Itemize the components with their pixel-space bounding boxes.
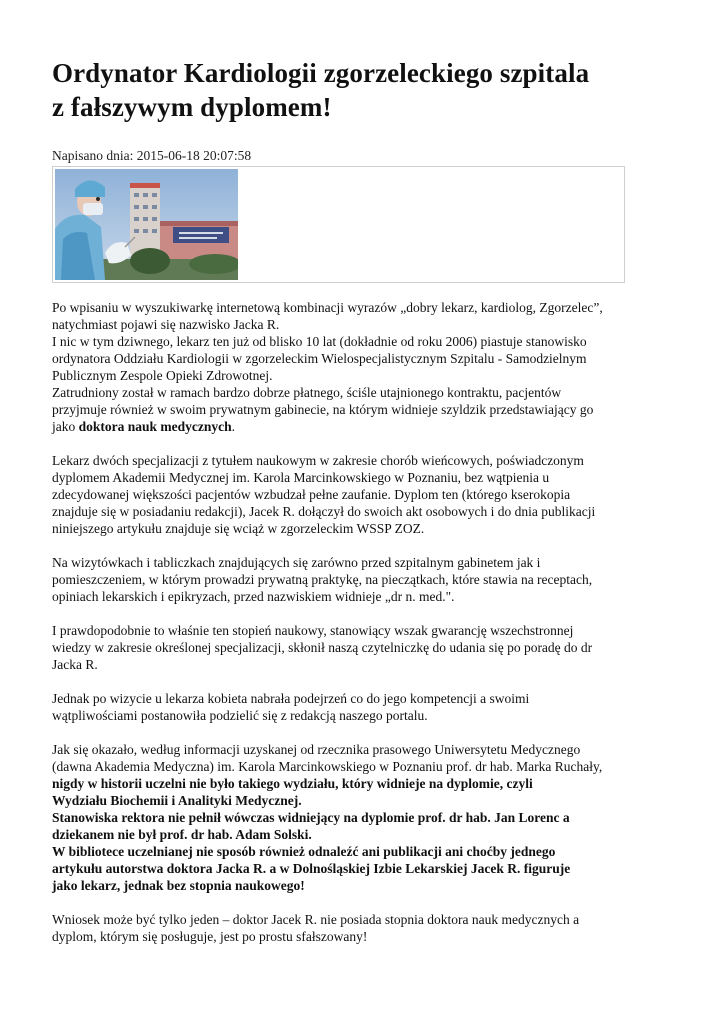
bold-line: nigdy w historii uczelni nie było takiego wydziału, który widnieje na dyplomie, czyli — [52, 776, 533, 791]
paragraph-2 — [52, 452, 677, 537]
text-line: Publicznym Zespole Opieki Zdrowotnej. — [52, 368, 273, 383]
text-line: ordynatora Oddziału Kardiologii w zgorzeleckim Wielospecjalistycznym Szpitalu - Samodzielnym — [52, 351, 587, 366]
text-line: niniejszego artykułu znajduje się wciąż w zgorzeleckim WSSP ZOZ. — [52, 521, 425, 536]
text-line: pomieszczeniem, w którym prowadzi prywatną praktykę, na pieczątkach, które stawia na receptach, — [52, 572, 593, 587]
text-line: dyplom, którym się posługuje, jest po prostu sfałszowany! — [52, 929, 368, 944]
text-line: opiniach lekarskich i epikryzach, przed nazwiskiem widnieje „dr n. med.". — [52, 589, 455, 604]
publish-date: Napisano dnia: 2015-06-18 20:07:58 — [52, 148, 252, 163]
article-body — [52, 299, 677, 945]
text-line: zdecydowanej większości pacjentów wzbudzał pełne zaufanie. Dyplom ten (którego kserokopia — [52, 487, 571, 502]
text-line: przyjmuje również w swoim prywatnym gabinecie, na którym widnieje szyldzik przedstawiający go — [52, 402, 594, 417]
text-line: Po wpisaniu w wyszukiwarkę internetową kombinacji wyrazów „dobry lekarz, kardiolog, Zgorzelec”, — [52, 300, 603, 315]
article-image-frame — [52, 166, 625, 283]
text-line: Lekarz dwóch specjalizacji z tytułem naukowym w zakresie chorób wieńcowych, poświadczonym — [52, 453, 584, 468]
article-title — [52, 56, 677, 124]
text-line: I prawdopodobnie to właśnie ten stopień naukowy, stanowiący wszak gwarancję wszechstronnej — [52, 623, 574, 638]
bold-line: Stanowiska rektora nie pełnił wówczas widniejący na dyplomie prof. dr hab. Jan Lorenc a — [52, 810, 570, 825]
text-line: znajduje się w posiadaniu redakcji), Jacek R. dołączył do swoich akt osobowych i do dnia publikacji — [52, 504, 596, 519]
text-line: Na wizytówkach i tabliczkach znajdujących się zarówno przed szpitalnym gabinetem jak i — [52, 555, 541, 570]
title-line-2: z fałszywym dyplomem! — [52, 92, 332, 122]
bold-line: jako lekarz, jednak bez stopnia naukowego! — [52, 878, 305, 893]
text-line: . — [231, 419, 236, 434]
title-line-1: Ordynator Kardiologii zgorzeleckiego szpitala — [52, 58, 590, 88]
text-line: Jak się okazało, według informacji uzyskanej od rzecznika prasowego Uniwersytetu Medycznego — [52, 742, 581, 757]
text-line: jako — [52, 419, 79, 434]
text-line: Jacka R. — [52, 657, 98, 672]
bold-line: dziekanem nie był prof. dr hab. Adam Solski. — [52, 827, 312, 842]
paragraph-3 — [52, 554, 677, 605]
text-line: I nic w tym dziwnego, lekarz ten już od blisko 10 lat (dokładnie od roku 2006) piastuje stanowisko — [52, 334, 587, 349]
paragraph-7 — [52, 911, 677, 945]
bold-line: Wydziału Biochemii i Analityki Medycznej. — [52, 793, 302, 808]
bold-line: artykułu autorstwa doktora Jacka R. a w Dolnośląskiej Izbie Lekarskiej Jacek R. figuruje — [52, 861, 571, 876]
article-photo — [55, 169, 238, 280]
text-line: Wniosek może być tylko jeden – doktor Jacek R. nie posiada stopnia doktora nauk medycznych a — [52, 912, 580, 927]
article — [52, 56, 677, 962]
text-line: Jednak po wizycie u lekarza kobieta nabrała podejrzeń co do jego kompetencji a swoimi — [52, 691, 530, 706]
bold-line: W bibliotece uczelnianej nie sposób również odnaleźć ani publikacji ani choćby jednego — [52, 844, 556, 859]
paragraph-1 — [52, 299, 677, 435]
text-line: (dawna Akademia Medyczna) im. Karola Marcinkowskiego w Poznaniu prof. dr hab. Marka Ruchały, — [52, 759, 603, 774]
paragraph-4 — [52, 622, 677, 673]
paragraph-5 — [52, 690, 677, 724]
text-line: dyplomem Akademii Medycznej im. Karola Marcinkowskiego w Poznaniu, bez wątpienia u — [52, 470, 550, 485]
text-line: Zatrudniony został w ramach bardzo dobrze płatnego, ściśle utajnionego kontraktu, pacjentów — [52, 385, 562, 400]
text-line: natychmiast pojawi się nazwisko Jacka R. — [52, 317, 280, 332]
bold-phrase: doktora nauk medycznych — [78, 419, 232, 434]
text-line: wątpliwościami postanowiła podzielić się z redakcją naszego portalu. — [52, 708, 428, 723]
text-line: wiedzy w zakresie określonej specjalizacji, skłonił naszą czytelniczkę do udania się po poradę do dr — [52, 640, 593, 655]
paragraph-6 — [52, 741, 677, 894]
